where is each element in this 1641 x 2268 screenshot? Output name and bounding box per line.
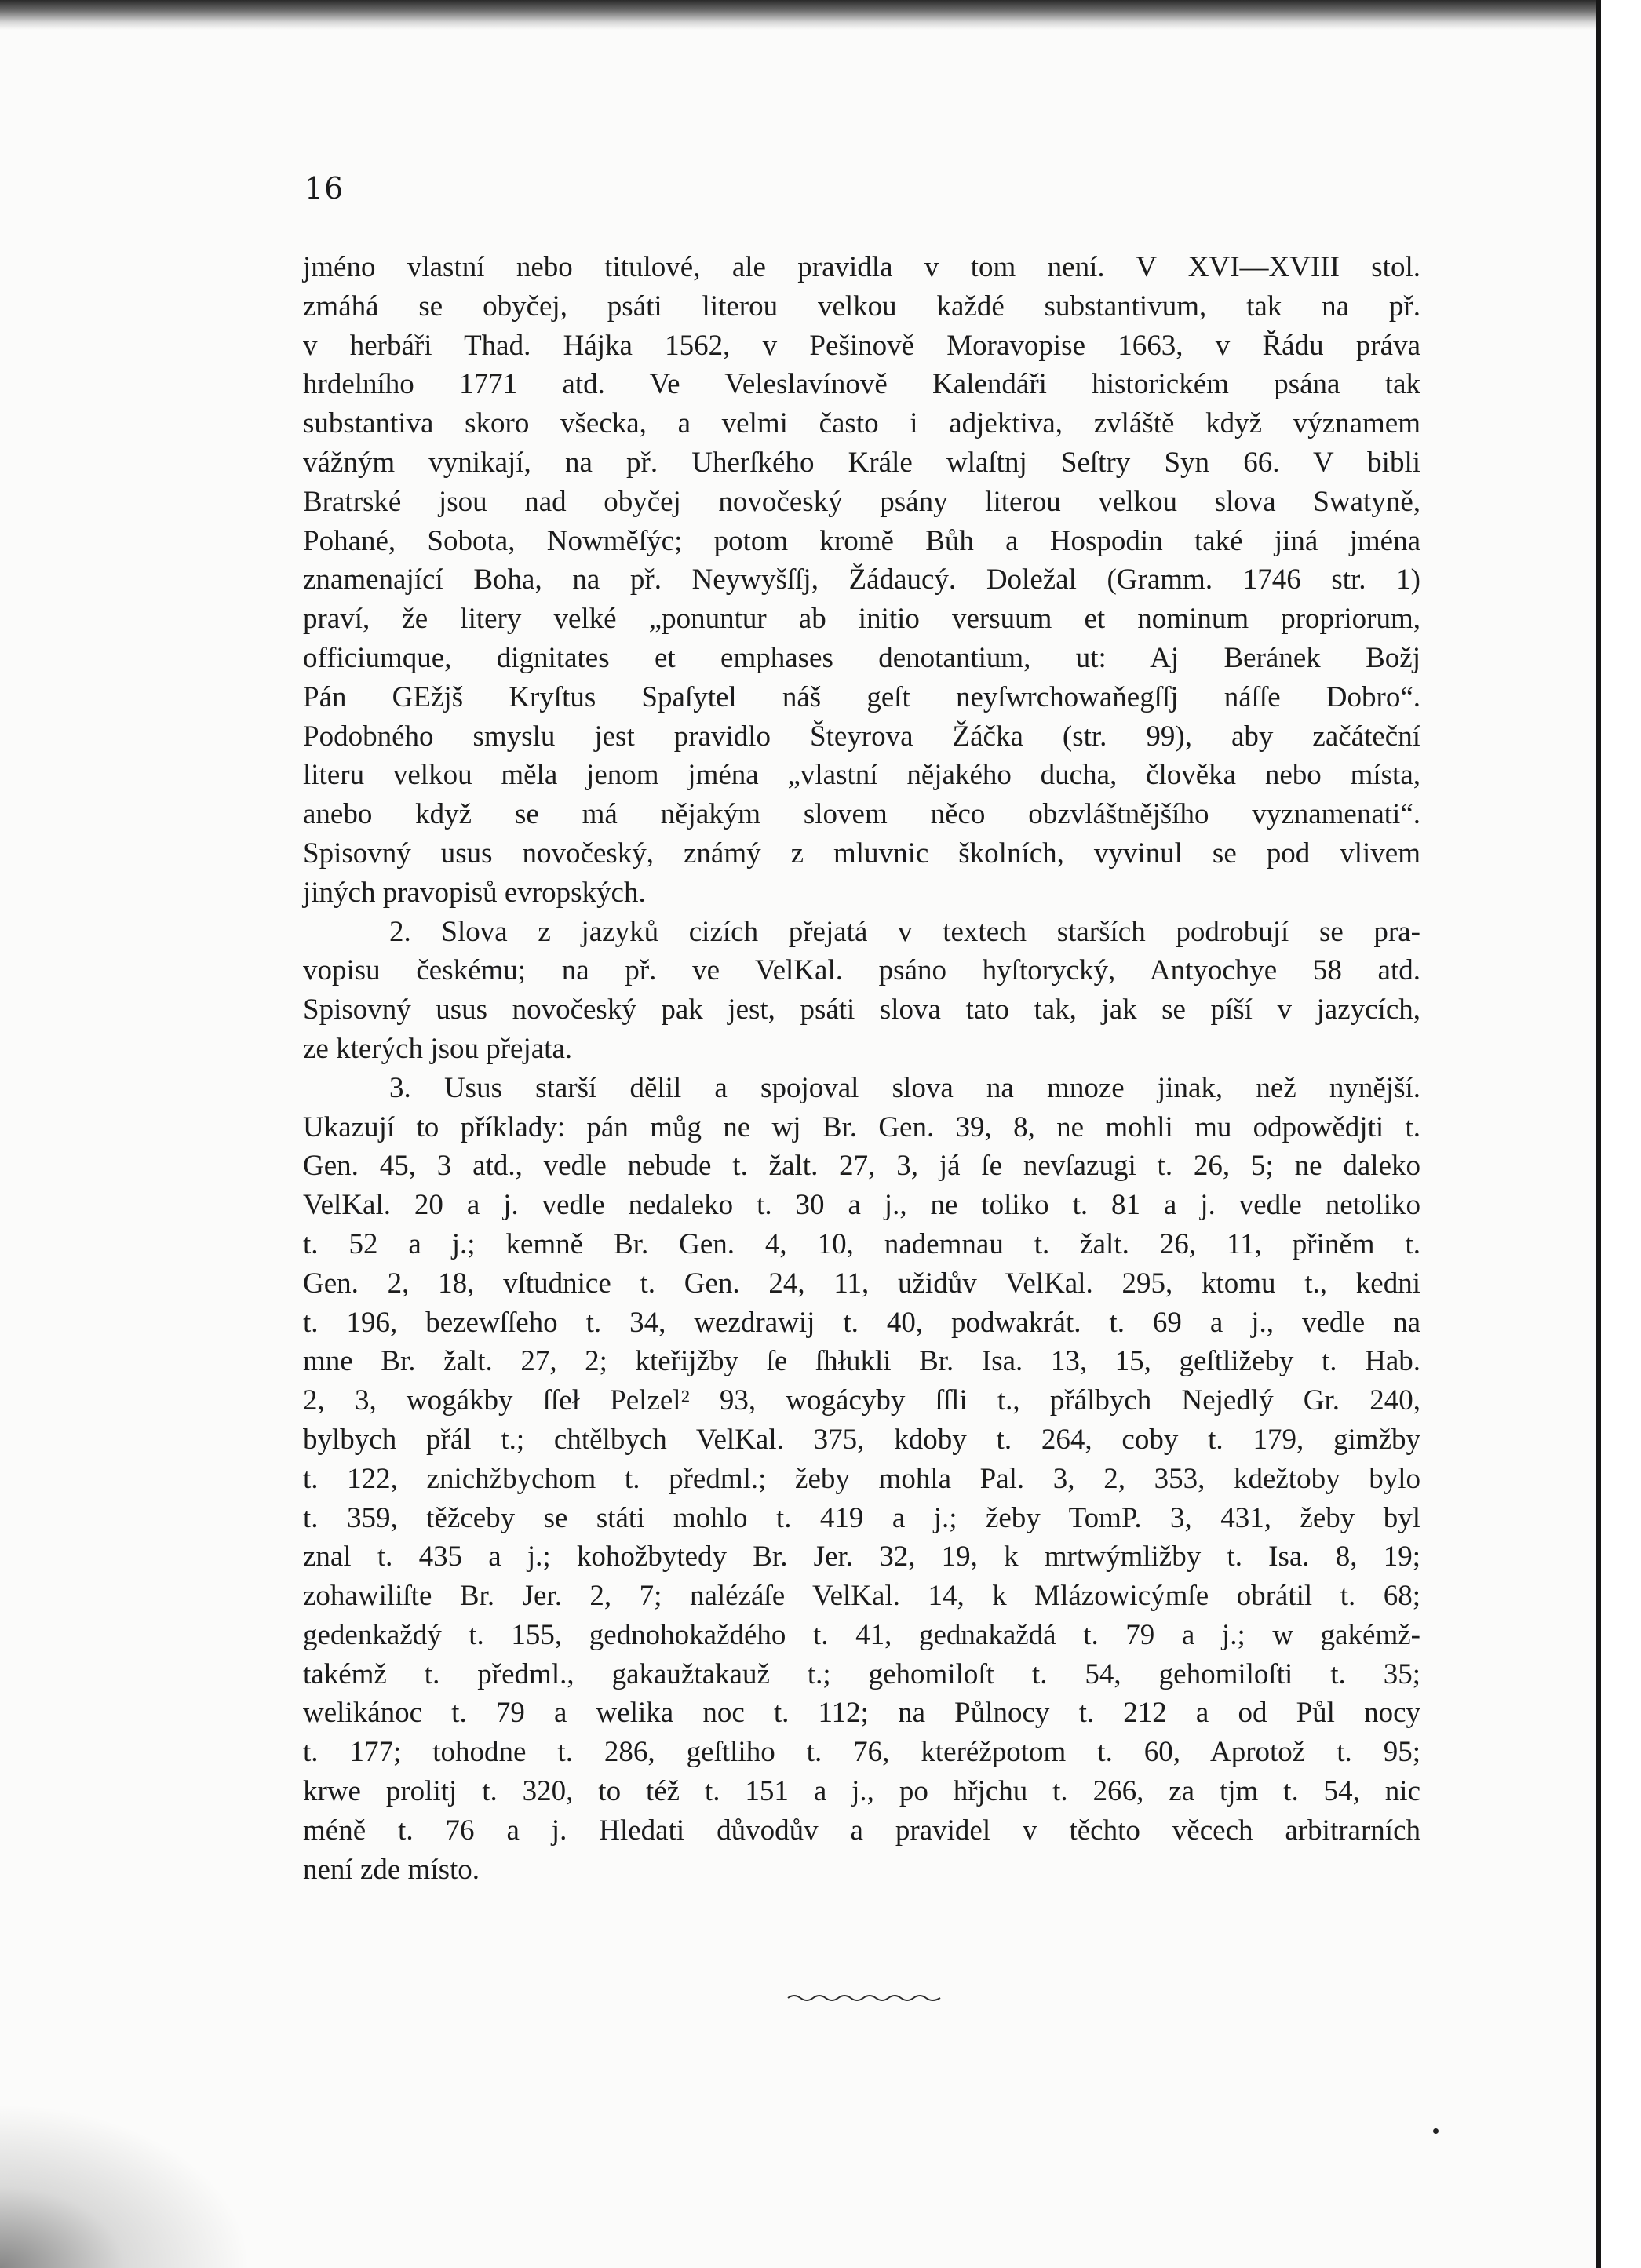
text-line: 3. Usus starší dělil a spojoval slova na mnoze jinak, než nynější. [389, 1071, 1420, 1104]
text-line: 2. Slova z jazyků cizích přejatá v textech starších podrobují se pra- [389, 915, 1420, 948]
text-line: t. 122, znichžbychom t. předml.; žeby mohla Pal. 3, 2, 353, kdežtoby bylo [303, 1462, 1420, 1495]
text-line: není zde místo. [303, 1853, 480, 1886]
scan-right-margin [1601, 0, 1641, 2268]
ornament-rule [786, 1990, 943, 2006]
text-line: ze kterých jsou přejata. [303, 1032, 573, 1065]
text-line: bylbych přál t.; chtělbych VelKal. 375, kdoby t. 264, coby t. 179, gimžby [303, 1423, 1420, 1456]
text-line: Ukazují to příklady: pán můg ne wj Br. Gen. 39, 8, ne mohli mu odpowědjti t. [303, 1110, 1420, 1143]
text-line: t. 196, bezewſſeho t. 34, wezdrawij t. 40, podwakrát. t. 69 a j., vedle na [303, 1306, 1420, 1339]
text-line: jméno vlastní nebo titulové, ale pravidla v tom není. V XVI—XVIII stol. [303, 251, 1420, 283]
text-line: Pohané, Sobota, Nowměſýc; potom kromě Bůh a Hospodin také jiná jména [303, 524, 1420, 557]
text-line: t. 177; tohodne t. 286, geſtliho t. 76, kteréžpotom t. 60, Aprotož t. 95; [303, 1736, 1420, 1769]
page-number: 16 [304, 171, 345, 206]
text-line: welikánoc t. 79 a welika noc t. 112; na Půlnocy t. 212 a od Půl nocy [303, 1697, 1420, 1730]
text-line: anebo když se má nějakým slovem něco obzvláštnějšího vyznamenati“. [303, 798, 1420, 831]
text-line: vopisu českému; na př. ve VelKal. psáno hyſtorycký, Antyochye 58 atd. [303, 954, 1420, 987]
text-line: znamenající Boha, na př. Neywyšſſj, Žádaucý. Doležal (Gramm. 1746 str. 1) [303, 563, 1420, 596]
text-line: znal t. 435 a j.; kohožbytedy Br. Jer. 32, 19, k mrtwýmližby t. Isa. 8, 19; [303, 1541, 1420, 1573]
text-line: Bratrské jsou nad obyčej novočeský psány literou velkou slova Swatyně, [303, 485, 1420, 518]
text-line: VelKal. 20 a j. vedle nedaleko t. 30 a j., ne toliko t. 81 a j. vedle netoliko [303, 1189, 1420, 1222]
text-line: Podobného smyslu jest pravidlo Šteyrova Žáčka (str. 99), aby začáteční [303, 720, 1420, 753]
text-line: substantiva skoro všecka, a velmi často i adjektiva, zvláště když významem [303, 407, 1420, 440]
text-line: takémž t. předml., gakaužtakauž t.; gehomiloſt t. 54, gehomiloſti t. 35; [303, 1657, 1420, 1690]
text-line: t. 359, těžceby se státi mohlo t. 419 a j.; žeby TomP. 3, 431, žeby byl [303, 1501, 1420, 1534]
ink-dot [1433, 2128, 1439, 2134]
text-line: t. 52 a j.; kemně Br. Gen. 4, 10, nademnau t. žalt. 26, 11, přiněm t. [303, 1227, 1420, 1260]
text-line: v herbáři Thad. Hájka 1562, v Pešinově Moravopise 1663, v Řádu práva [303, 329, 1420, 362]
text-line: praví, že litery velké „ponuntur ab initio versuum et nominum propriorum, [303, 603, 1420, 636]
text-line: mne Br. žalt. 27, 2; kteřijžby ſe ſhłukli Br. Isa. 13, 15, geſtližeby t. Hab. [303, 1345, 1420, 1378]
text-line: gedenkaždý t. 155, gednohokaždého t. 41, gednakaždá t. 79 a j.; w gakémž- [303, 1618, 1420, 1651]
text-line: officiumque, dignitates et emphases denotantium, ut: Aj Beránek Božj [303, 641, 1420, 674]
scan-top-shadow [0, 0, 1641, 30]
text-line: Gen. 45, 3 atd., vedle nebude t. žalt. 27, 3, já ſe nevſazugi t. 26, 5; ne daleko [303, 1150, 1420, 1183]
body-text [303, 248, 1420, 1889]
text-line: krwe prolitj t. 320, to též t. 151 a j., po hřjchu t. 266, za tjm t. 54, nic [303, 1775, 1420, 1808]
text-line: Gen. 2, 18, vſtudnice t. Gen. 24, 11, užidův VelKal. 295, ktomu t., kedni [303, 1267, 1420, 1300]
text-line: 2, 3, wogákby ſſeł Pelzel² 93, wogácyby ſſli t., přálbych Nejedlý Gr. 240, [303, 1384, 1420, 1417]
text-line: zohawiliſte Br. Jer. 2, 7; nalézáſe VelKal. 14, k Mlázowicýmſe obrátil t. 68; [303, 1580, 1420, 1613]
text-line: méně t. 76 a j. Hledati důvodův a pravidel v těchto věcech arbitrarních [303, 1814, 1420, 1847]
text-line: literu velkou měla jenom jména „vlastní nějakého ducha, člověka nebo místa, [303, 759, 1420, 792]
text-line: vážným vynikají, na př. Uherſkého Krále wlaſtnj Seſtry Syn 66. V bibli [303, 446, 1420, 479]
text-line: Pán GEžjš Kryſtus Spaſytel náš geſt neyſwrchowaňegſſj náſſe Dobro“. [303, 680, 1420, 713]
scan-smudge [0, 2103, 251, 2268]
text-line: jiných pravopisů evropských. [303, 876, 646, 909]
text-line: Spisovný usus novočeský, známý z mluvnic školních, vyvinul se pod vlivem [303, 837, 1420, 870]
text-line: hrdelního 1771 atd. Ve Veleslavínově Kalendáři historickém psána tak [303, 368, 1420, 401]
text-line: zmáhá se obyčej, psáti literou velkou každé substantivum, tak na př. [303, 290, 1420, 323]
text-line: Spisovný usus novočeský pak jest, psáti slova tato tak, jak se píší v jazycích, [303, 994, 1420, 1026]
